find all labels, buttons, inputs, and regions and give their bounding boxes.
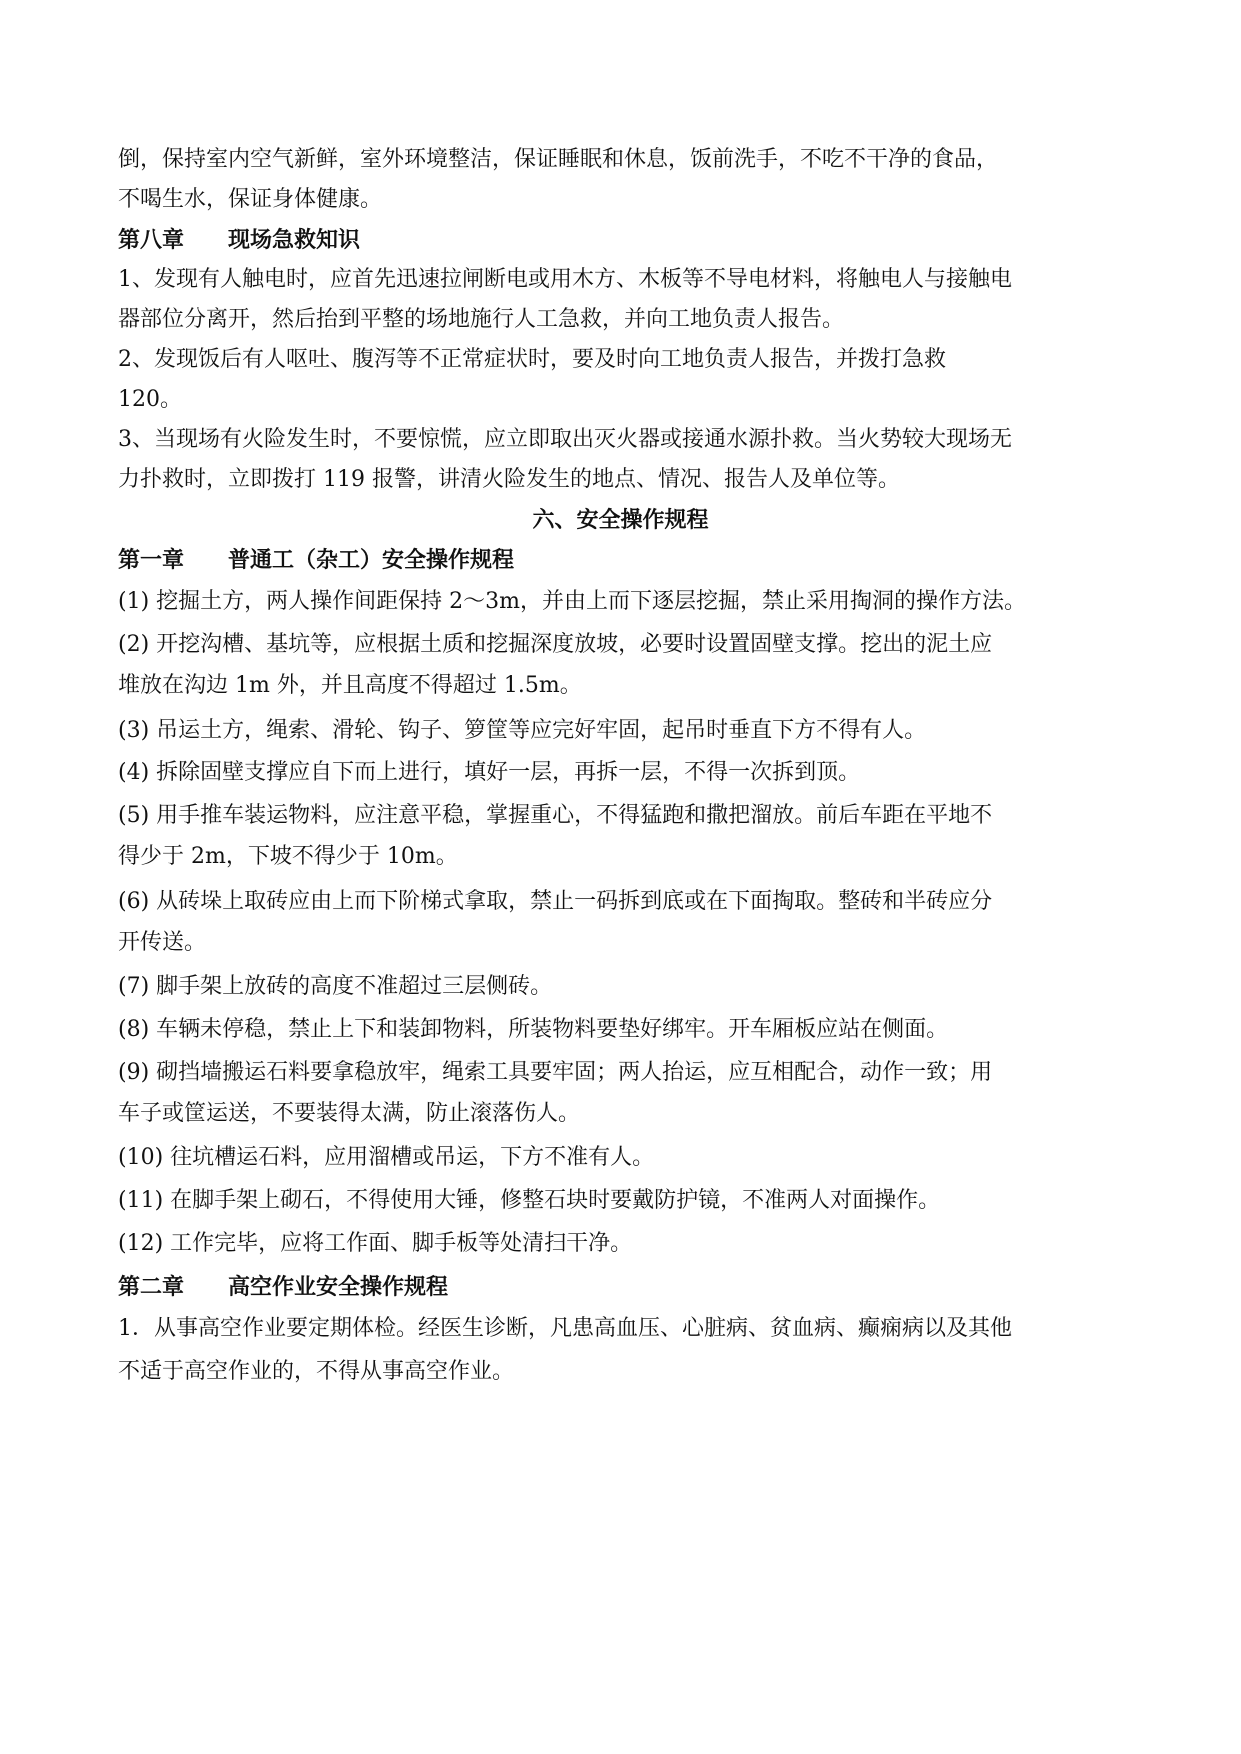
paragraph-line: 3、当现场有火险发生时，不要惊慌，应立即取出灭火器或接通水源扑救。当火势较大现场无 bbox=[118, 427, 1013, 452]
list-item: (12) 工作完毕，应将工作面、脚手板等处清扫干净。 bbox=[118, 1231, 633, 1256]
list-item: (10) 往坑槽运石料，应用溜槽或吊运，下方不准有人。 bbox=[118, 1145, 655, 1170]
list-item: 堆放在沟边 1m 外，并且高度不得超过 1.5m。 bbox=[118, 673, 582, 698]
list-item: (9) 砌挡墙搬运石料要拿稳放牢，绳索工具要牢固；两人抬运，应互相配合，动作一致；用 bbox=[118, 1060, 993, 1085]
list-item: (8) 车辆未停稳，禁止上下和装卸物料，所装物料要垫好绑牢。开车厢板应站在侧面。 bbox=[118, 1017, 949, 1042]
list-item: (2) 开挖沟槽、基坑等，应根据土质和挖掘深度放坡，必要时设置固壁支撑。挖出的泥土应 bbox=[118, 632, 993, 657]
paragraph-line: 2、发现饭后有人呕吐、腹泻等不正常症状时，要及时向工地负责人报告，并拨打急救 bbox=[118, 347, 946, 372]
list-item: (6) 从砖垛上取砖应由上而下阶梯式拿取，禁止一码拆到底或在下面掏取。整砖和半砖应分 bbox=[118, 889, 993, 914]
chapter-heading: 第八章 现场急救知识 bbox=[118, 227, 361, 253]
chapter-heading: 第二章 高空作业安全操作规程 bbox=[118, 1274, 449, 1300]
paragraph-line: 不适于高空作业的，不得从事高空作业。 bbox=[118, 1359, 515, 1384]
list-item: (11) 在脚手架上砌石，不得使用大锤，修整石块时要戴防护镜，不准两人对面操作。 bbox=[118, 1188, 941, 1213]
list-item: (1) 挖掘土方，两人操作间距保持 2～3m，并由上而下逐层挖掘，禁止采用掏洞的操作方法。 bbox=[118, 589, 1027, 614]
section-title: 六、安全操作规程 bbox=[532, 507, 709, 533]
paragraph-line: 不喝生水，保证身体健康。 bbox=[118, 187, 383, 212]
paragraph-line: 1．从事高空作业要定期体检。经医生诊断，凡患高血压、心脏病、贫血病、癫痫病以及其他 bbox=[118, 1316, 1013, 1341]
paragraph-line: 力扑救时，立即拨打 119 报警，讲清火险发生的地点、情况、报告人及单位等。 bbox=[118, 467, 900, 492]
list-item: (3) 吊运土方，绳索、滑轮、钩子、箩筐等应完好牢固，起吊时垂直下方不得有人。 bbox=[118, 718, 927, 743]
list-item: 车子或筐运送，不要装得太满，防止滚落伤人。 bbox=[118, 1101, 581, 1126]
paragraph-line: 器部位分离开，然后抬到平整的场地施行人工急救，并向工地负责人报告。 bbox=[118, 307, 845, 332]
chapter-heading: 第一章 普通工（杂工）安全操作规程 bbox=[118, 547, 515, 573]
paragraph-line: 1、发现有人触电时，应首先迅速拉闸断电或用木方、木板等不导电材料，将触电人与接触电 bbox=[118, 267, 1013, 292]
list-item: 开传送。 bbox=[118, 930, 207, 955]
list-item: (5) 用手推车装运物料，应注意平稳，掌握重心，不得猛跑和撒把溜放。前后车距在平地不 bbox=[118, 803, 993, 828]
paragraph-line: 倒，保持室内空气新鲜，室外环境整洁，保证睡眠和休息，饭前洗手，不吃不干净的食品， bbox=[118, 147, 999, 172]
paragraph-line: 120。 bbox=[118, 387, 182, 412]
list-item: (4) 拆除固壁支撑应自下而上进行，填好一层，再拆一层，不得一次拆到顶。 bbox=[118, 760, 861, 785]
list-item: (7) 脚手架上放砖的高度不准超过三层侧砖。 bbox=[118, 974, 553, 999]
list-item: 得少于 2m，下坡不得少于 10m。 bbox=[118, 844, 458, 869]
